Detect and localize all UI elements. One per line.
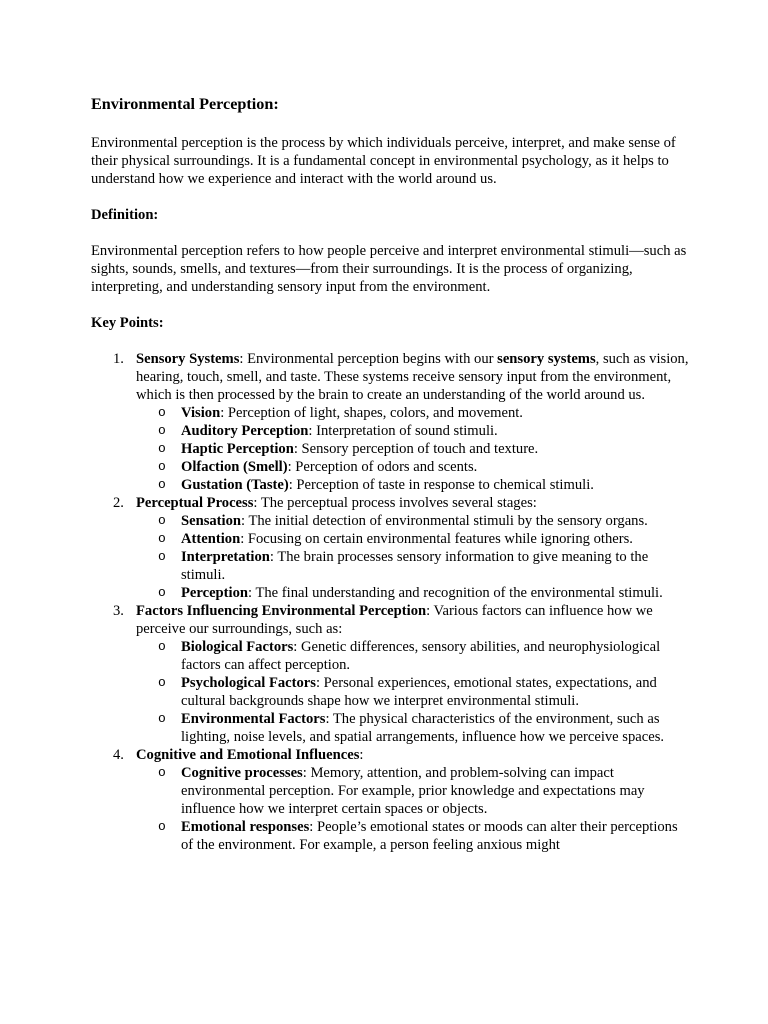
sub-text: : The brain processes sensory information to give meaning to the stimuli. — [181, 549, 649, 583]
bullet-glyph: o — [158, 549, 166, 564]
item-term: Cognitive and Emotional Influences — [136, 747, 360, 763]
item-term: Sensory Systems — [136, 351, 240, 367]
item-text: : Environmental perception begins with our — [239, 351, 498, 367]
document-page — [91, 94, 691, 854]
bullet-glyph: o — [158, 765, 166, 780]
sub-list-item — [136, 710, 691, 746]
sub-list-item — [136, 530, 691, 548]
bullet-glyph: o — [158, 531, 166, 546]
sub-text: : People’s emotional states or moods can alter their perceptions of the environment. For example, a person feeling anxious might — [181, 819, 678, 853]
sub-list-item — [136, 548, 691, 584]
list-item — [91, 494, 691, 602]
sub-list — [136, 764, 691, 854]
definition-paragraph: Environmental perception refers to how people perceive and interpret environmental stimuli—such as sights, sounds, smells, and textures—from their surroundings. It is the process of organizing, interpreting, and understanding sensory input from the environment. — [91, 243, 687, 295]
sub-list — [136, 404, 691, 494]
sub-list-item — [136, 404, 691, 422]
document-title: Environmental Perception: — [91, 95, 279, 113]
list-number: 2. — [113, 495, 124, 511]
sub-list-item — [136, 764, 691, 818]
item-text: : The perceptual process involves several stages: — [253, 495, 537, 511]
sub-list-item — [136, 584, 691, 602]
sub-list-item — [136, 638, 691, 674]
sub-list-item — [136, 476, 691, 494]
sub-list-item — [136, 458, 691, 476]
sub-list-item — [136, 818, 691, 854]
sub-text: : Sensory perception of touch and texture. — [293, 441, 539, 457]
sub-text: : Focusing on certain environmental features while ignoring others. — [240, 531, 633, 547]
sub-list-item — [136, 422, 691, 440]
sub-text: : Perception of light, shapes, colors, and movement. — [220, 405, 523, 421]
sub-list-item — [136, 440, 691, 458]
sub-term: Emotional responses — [181, 819, 310, 835]
bullet-glyph: o — [158, 513, 166, 528]
list-number: 1. — [113, 351, 124, 367]
sub-term: Haptic Perception — [181, 441, 294, 457]
bullet-glyph: o — [158, 819, 166, 834]
sub-term: Perception — [181, 585, 249, 601]
sub-text: : The initial detection of environmental stimuli by the sensory organs. — [241, 513, 648, 529]
intro-paragraph: Environmental perception is the process by which individuals perceive, interpret, and make sense of their physical surroundings. It is a fundamental concept in environmental psychology, as it helps to understand how we experience and interact with the world around us. — [91, 135, 676, 187]
sub-term: Sensation — [181, 513, 242, 529]
sub-term: Biological Factors — [181, 639, 294, 655]
key-points-heading: Key Points: — [91, 315, 164, 331]
sub-text: : Interpretation of sound stimuli. — [308, 423, 498, 439]
sub-list — [136, 638, 691, 746]
bullet-glyph: o — [158, 459, 166, 474]
bullet-glyph: o — [158, 585, 166, 600]
item-bold-phrase: sensory systems — [497, 351, 596, 367]
sub-text: : Perception of taste in response to chemical stimuli. — [288, 477, 594, 493]
list-item — [91, 602, 691, 746]
item-text: : — [359, 747, 364, 763]
item-text: : Various factors can influence how we perceive our surroundings, such as: — [136, 603, 653, 637]
bullet-glyph: o — [158, 423, 166, 438]
bullet-glyph: o — [158, 711, 166, 726]
list-item — [91, 746, 691, 854]
list-number: 3. — [113, 603, 124, 619]
list-number: 4. — [113, 747, 124, 763]
sub-text: : Genetic differences, sensory abilities, and neurophysiological factors can affect perception. — [181, 639, 661, 673]
sub-text: : Personal experiences, emotional states, expectations, and cultural backgrounds shape how we interpret environmental stimuli. — [181, 675, 657, 709]
sub-term: Psychological Factors — [181, 675, 316, 691]
item-term: Factors Influencing Environmental Perception — [136, 603, 427, 619]
sub-text: : The final understanding and recognition of the environmental stimuli. — [248, 585, 663, 601]
bullet-glyph: o — [158, 405, 166, 420]
sub-text: : The physical characteristics of the environment, such as lighting, noise levels, and spatial arrangements, influence how we perceive spaces. — [181, 711, 665, 745]
sub-term: Auditory Perception — [181, 423, 309, 439]
sub-list-item — [136, 674, 691, 710]
bullet-glyph: o — [158, 441, 166, 456]
sub-term: Interpretation — [181, 549, 270, 565]
bullet-glyph: o — [158, 477, 166, 492]
sub-term: Vision — [181, 405, 221, 421]
key-points-list — [91, 350, 691, 854]
sub-text: : Perception of odors and scents. — [287, 459, 478, 475]
item-term: Perceptual Process — [136, 495, 254, 511]
item-text: , such as vision, hearing, touch, smell, and taste. These systems receive sensory input from the environment, which is then processed by the brain to create an understanding of the world around us. — [136, 351, 689, 403]
sub-term: Cognitive processes — [181, 765, 303, 781]
sub-text: : Memory, attention, and problem-solving can impact environmental perception. For example, prior knowledge and expectations may influence how we interpret certain spaces or objects. — [181, 765, 645, 817]
bullet-glyph: o — [158, 639, 166, 654]
sub-term: Gustation (Taste) — [181, 477, 289, 493]
list-item — [91, 350, 691, 494]
definition-heading: Definition: — [91, 207, 159, 223]
sub-list — [136, 512, 691, 602]
sub-term: Attention — [181, 531, 241, 547]
sub-list-item — [136, 512, 691, 530]
bullet-glyph: o — [158, 675, 166, 690]
sub-term: Environmental Factors — [181, 711, 326, 727]
sub-term: Olfaction (Smell) — [181, 459, 288, 475]
